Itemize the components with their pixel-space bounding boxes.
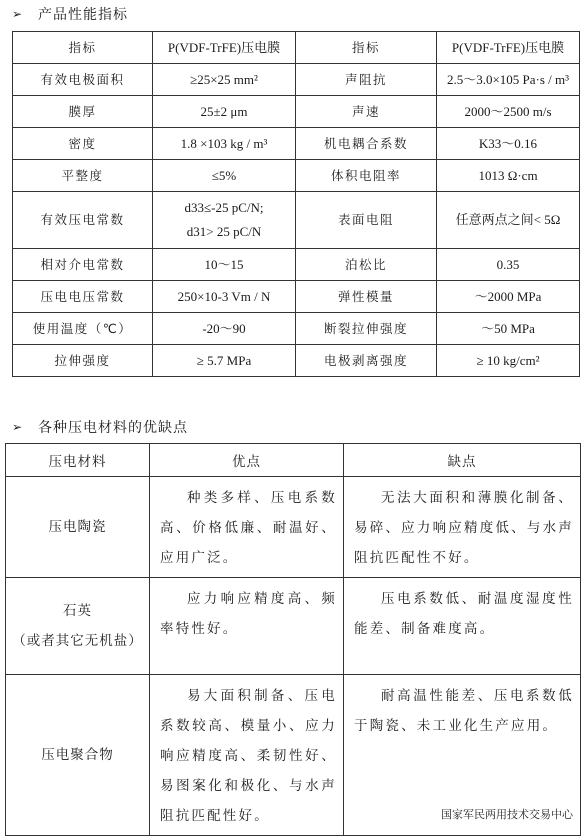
property-value: ≤5% <box>153 160 296 192</box>
table-row <box>13 160 580 192</box>
material-name: 压电聚合物 <box>6 675 150 836</box>
property-value: d33≤-25 pC/N; d31> 25 pC/N <box>153 192 296 249</box>
property-label: 有效电极面积 <box>13 64 153 96</box>
disadvantages-text: 压电系数低、耐温度湿度性能差、制备难度高。 <box>344 578 581 675</box>
property-label: 电极剥离强度 <box>296 345 437 377</box>
property-label: 泊松比 <box>296 249 437 281</box>
advantages-text: 应力响应精度高、频率特性好。 <box>150 578 344 675</box>
property-label: 拉伸强度 <box>13 345 153 377</box>
material-name: 石英 （或者其它无机盐） <box>6 578 150 675</box>
property-label: 有效压电常数 <box>13 192 153 249</box>
table-row <box>13 281 580 313</box>
property-value: ≥ 10 kg/cm² <box>437 345 580 377</box>
table-row <box>13 64 580 96</box>
property-label: 断裂拉伸强度 <box>296 313 437 345</box>
table-row <box>13 345 580 377</box>
property-value: 1.8 ×103 kg / m³ <box>153 128 296 160</box>
table-row <box>6 477 581 578</box>
header-cell: P(VDF-TrFE)压电膜 <box>153 32 296 64</box>
arrow-bullet-icon: ➢ <box>12 420 24 434</box>
property-value: ≥25×25 mm² <box>153 64 296 96</box>
property-value: ～50 MPa <box>437 313 580 345</box>
property-value: ≥ 5.7 MPa <box>153 345 296 377</box>
advantages-text: 种类多样、压电系数高、价格低廉、耐温好、应用广泛。 <box>150 477 344 578</box>
property-value: 250×10-3 Vm / N <box>153 281 296 313</box>
property-value: 0.35 <box>437 249 580 281</box>
material-name: 压电陶瓷 <box>6 477 150 578</box>
property-label: 声阻抗 <box>296 64 437 96</box>
section-title: 产品性能指标 <box>38 7 128 23</box>
property-value: 2.5～3.0×105 Pa·s / m³ <box>437 64 580 96</box>
property-value: ～2000 MPa <box>437 281 580 313</box>
property-label: 膜厚 <box>13 96 153 128</box>
property-label: 机电耦合系数 <box>296 128 437 160</box>
property-value: 1013 Ω·cm <box>437 160 580 192</box>
property-label: 密度 <box>13 128 153 160</box>
property-label: 平整度 <box>13 160 153 192</box>
property-label: 体积电阻率 <box>296 160 437 192</box>
materials-comparison-table <box>5 443 581 836</box>
property-label: 弹性模量 <box>296 281 437 313</box>
disadvantages-text: 耐高温性能差、压电系数低于陶瓷、未工业化生产应用。 <box>344 675 581 836</box>
table-row <box>13 249 580 281</box>
property-label: 相对介电常数 <box>13 249 153 281</box>
disadvantages-text: 无法大面积和薄膜化制备、易碎、应力响应精度低、与水声阻抗匹配性不好。 <box>344 477 581 578</box>
header-cell: 优点 <box>150 444 344 477</box>
arrow-bullet-icon: ➢ <box>12 7 24 21</box>
property-value: -20～90 <box>153 313 296 345</box>
section-title: 各种压电材料的优缺点 <box>38 420 188 436</box>
advantages-text: 易大面积制备、压电系数较高、模量小、应力响应精度高、柔韧性好、易图案化和极化、与水声阻抗匹配性好。 <box>150 675 344 836</box>
table-row <box>13 192 580 249</box>
table-header-row <box>13 32 580 64</box>
table-header-row <box>6 444 581 477</box>
header-cell: 缺点 <box>344 444 581 477</box>
header-cell: 指标 <box>13 32 153 64</box>
property-value: 25±2 μm <box>153 96 296 128</box>
property-label: 声速 <box>296 96 437 128</box>
property-label: 使用温度（℃） <box>13 313 153 345</box>
table-row <box>13 128 580 160</box>
property-value: K33～0.16 <box>437 128 580 160</box>
footer-source: 国家军民两用技术交易中心 <box>441 808 573 821</box>
table-row <box>13 313 580 345</box>
property-label: 压电电压常数 <box>13 281 153 313</box>
property-value: 2000～2500 m/s <box>437 96 580 128</box>
property-value: 10～15 <box>153 249 296 281</box>
section-heading-materials <box>12 417 188 437</box>
table-row <box>13 96 580 128</box>
header-cell: P(VDF-TrFE)压电膜 <box>437 32 580 64</box>
property-value: 任意两点之间< 5Ω <box>437 192 580 249</box>
property-label: 表面电阻 <box>296 192 437 249</box>
header-cell: 指标 <box>296 32 437 64</box>
performance-spec-table <box>12 31 580 377</box>
section-heading-performance <box>12 4 128 24</box>
table-row <box>6 578 581 675</box>
header-cell: 压电材料 <box>6 444 150 477</box>
